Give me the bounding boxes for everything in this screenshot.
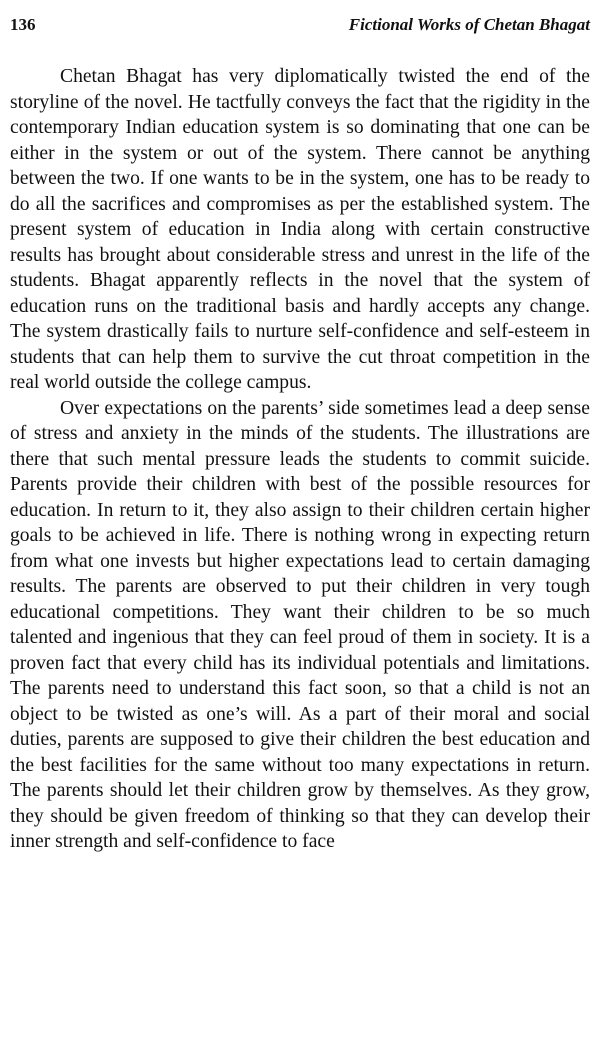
paragraph-parents-expectations: Over expectations on the parents’ side sometimes lead a deep sense of stress and anxiety in the minds of the students. The illustrations are there that such mental pressure leads the students to commit suicide. Parents provide their children with best of the possible resources for education. In return to it, they also assign to their children certain higher goals to be achieved in life. There is nothing wrong in expecting return from what one invests but higher expectations lead to certain damaging results. The parents are observed to put their children in very tough educational competitions. They want their children to be so much talented and ingenious that they can feel proud of them in society. It is a proven fact that every child has its individual potentials and limitations. The parents need to understand this fact soon, so that a child is not an object to be twisted as one’s will. As a part of their moral and social duties, parents are supposed to give their children the best education and the best facilities for the same without too many expectations in return. The parents should let their children grow by themselves. As they grow, they should be given freedom of thinking so that they can develop their inner strength and self-confidence to face — [10, 397, 590, 852]
paragraph-education-system: Chetan Bhagat has very diplomatically twisted the end of the storyline of the novel. He tactfully conveys the fact that the rigidity in the contemporary Indian education system is so dominating that one can be either in the system or out of the system. There cannot be anything between the two. If one wants to be in the system, one has to be ready to do all the sacrifices and compromises as per the established system. The present system of education in India along with certain constructive results has brought about considerable stress and unrest in the life of the students. Bhagat apparently reflects in the novel that the system of education runs on the traditional basis and hardly accepts any change. The system drastically fails to nurture self-confidence and self-esteem in students that can help them to survive the cut throat competition in the real world outside the college campus. — [10, 66, 590, 393]
body-text — [10, 64, 590, 855]
page-number: 136 — [10, 15, 36, 34]
running-title: Fictional Works of Chetan Bhagat — [348, 15, 590, 34]
running-head — [10, 12, 590, 38]
